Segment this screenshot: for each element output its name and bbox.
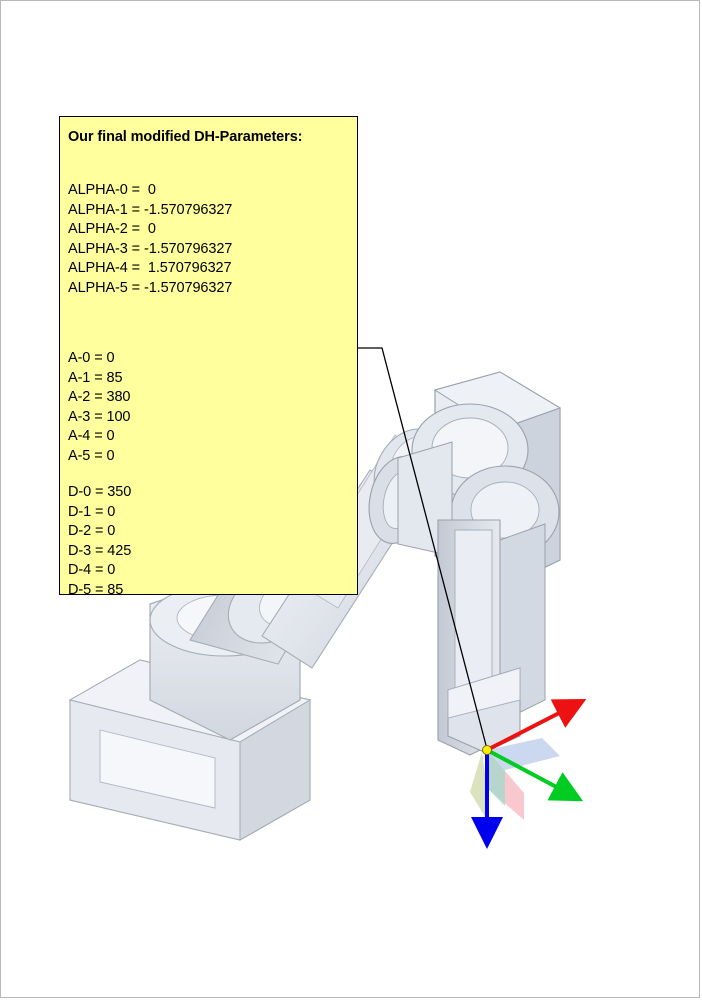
spacer: [68, 332, 357, 349]
callout-title: Our final modified DH-Parameters:: [68, 129, 303, 145]
alpha-3-line: ALPHA-3 = -1.570796327: [68, 240, 233, 257]
spacer: [68, 315, 357, 332]
alpha-0-line: ALPHA-0 = 0: [68, 182, 156, 198]
d-group: [68, 483, 357, 600]
alpha-1-line: ALPHA-1 = -1.570796327: [68, 201, 233, 218]
d-4-line: D-4 = 0: [68, 562, 116, 578]
d-1-line: D-1 = 0: [68, 503, 116, 520]
frame-origin: [483, 746, 492, 755]
spacer: [68, 298, 357, 315]
xz-plane-lower: [470, 752, 487, 820]
spacer: [68, 147, 357, 164]
d-5-line: D-5 = 85: [68, 581, 124, 598]
spacer: [68, 466, 357, 483]
a-2-line: A-2 = 380: [68, 389, 131, 405]
a-4-line: A-4 = 0: [68, 428, 115, 444]
dh-parameters-callout: [59, 116, 358, 598]
alpha-5-line: ALPHA-5 = -1.570796327: [68, 279, 233, 296]
a-1-line: A-1 = 85: [68, 369, 123, 386]
a-5-line: A-5 = 0: [68, 447, 115, 464]
alpha-group: [68, 181, 357, 298]
d-2-line: D-2 = 0: [68, 523, 116, 539]
d-3-line: D-3 = 425: [68, 542, 132, 559]
d-0-line: D-0 = 350: [68, 484, 132, 500]
a-group: [68, 349, 357, 466]
coordinate-frame-axes: [420, 660, 620, 880]
a-0-line: A-0 = 0: [68, 350, 115, 366]
alpha-2-line: ALPHA-2 = 0: [68, 221, 156, 237]
a-3-line: A-3 = 100: [68, 408, 131, 425]
spacer: [68, 164, 357, 181]
alpha-4-line: ALPHA-4 = 1.570796327: [68, 260, 232, 276]
